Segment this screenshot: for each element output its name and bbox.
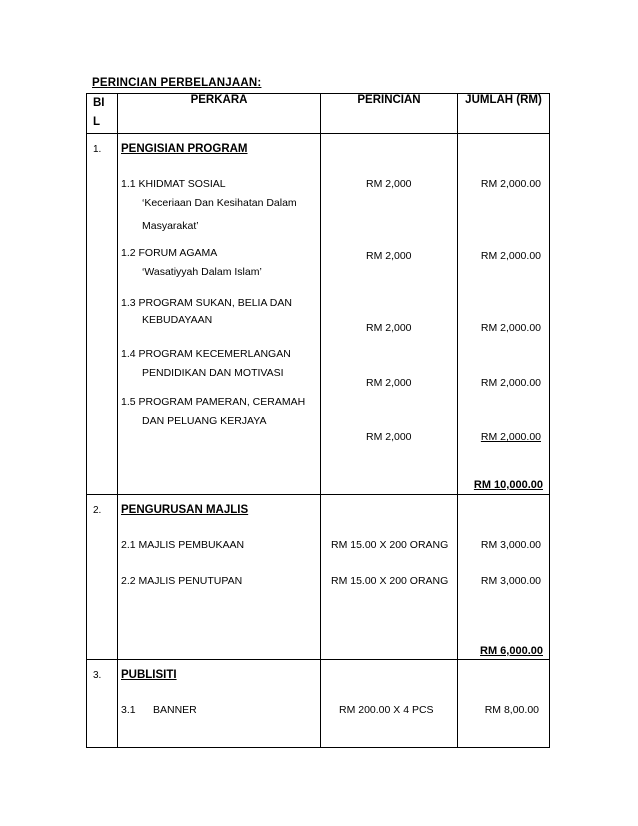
- section-row: [87, 495, 550, 660]
- header-perincian: PERINCIAN: [321, 94, 458, 134]
- item-jumlah: RM 3,000.00: [480, 539, 541, 551]
- section-row: [87, 134, 550, 495]
- item-perincian: RM 2,000: [366, 377, 412, 389]
- item-perincian: RM 2,000: [366, 178, 412, 190]
- perkara-cell: [118, 495, 321, 660]
- item-label: 1.3 PROGRAM SUKAN, BELIA DAN: [121, 297, 292, 309]
- section-number-cell: [87, 660, 118, 748]
- item-label: 1.1 KHIDMAT SOSIAL: [121, 178, 226, 190]
- section-number: 1.: [93, 144, 102, 155]
- section-title: PENGISIAN PROGRAM: [121, 143, 248, 155]
- perincian-cell: [321, 660, 458, 748]
- item-perincian: RM 15.00 X 200 ORANG: [331, 575, 449, 587]
- expense-table: [86, 93, 550, 748]
- section-number: 3.: [93, 670, 102, 681]
- jumlah-cell: [458, 660, 550, 748]
- perkara-cell: [118, 660, 321, 748]
- section-number-cell: [87, 495, 118, 660]
- jumlah-cell: [458, 495, 550, 660]
- jumlah-cell: [458, 134, 550, 495]
- item-perincian: RM 200.00 X 4 PCS: [339, 704, 434, 716]
- perincian-cell: [321, 495, 458, 660]
- section-total: RM 6,000.00: [480, 645, 543, 657]
- item-label: 1.2 FORUM AGAMA: [121, 247, 218, 259]
- item-perincian: RM 15.00 X 200 ORANG: [331, 539, 449, 551]
- perincian-cell: [321, 134, 458, 495]
- section-title: PUBLISITI: [121, 669, 177, 681]
- item-jumlah: RM 2,000.00: [480, 431, 541, 443]
- item-label: 2.2 MAJLIS PENUTUPAN: [121, 575, 243, 587]
- section-row: [87, 660, 550, 748]
- item-perincian: RM 2,000: [366, 250, 412, 262]
- item-label-continued: Masyarakat’: [142, 220, 199, 232]
- header-jumlah: JUMLAH (RM): [458, 94, 550, 134]
- header-bil-line2: L: [93, 116, 101, 128]
- item-label-continued: ‘Wasatiyyah Dalam Islam’: [142, 266, 262, 278]
- item-label: BANNER: [153, 704, 197, 716]
- header-row: [87, 94, 550, 134]
- item-label-continued: DAN PELUANG KERJAYA: [142, 415, 267, 427]
- header-bil: [87, 94, 118, 134]
- item-label: 1.4 PROGRAM KECEMERLANGAN: [121, 348, 291, 360]
- item-jumlah: RM 2,000.00: [480, 250, 541, 262]
- item-jumlah: RM 2,000.00: [480, 377, 541, 389]
- item-label-continued: ‘Keceriaan Dan Kesihatan Dalam: [142, 197, 297, 209]
- item-code: 3.1: [121, 704, 136, 716]
- item-jumlah: RM 2,000.00: [480, 322, 541, 334]
- page-title: PERINCIAN PERBELANJAAN:: [92, 77, 262, 89]
- item-jumlah: RM 2,000.00: [480, 178, 541, 190]
- item-label: 1.5 PROGRAM PAMERAN, CERAMAH: [121, 396, 306, 408]
- item-jumlah: RM 8,00.00: [484, 704, 539, 716]
- item-label: 2.1 MAJLIS PEMBUKAAN: [121, 539, 245, 551]
- item-label-continued: PENDIDIKAN DAN MOTIVASI: [142, 367, 284, 379]
- item-jumlah: RM 3,000.00: [480, 575, 541, 587]
- header-perkara: PERKARA: [118, 94, 321, 134]
- perkara-cell: [118, 134, 321, 495]
- item-perincian: RM 2,000: [366, 322, 412, 334]
- item-perincian: RM 2,000: [366, 431, 412, 443]
- section-number-cell: [87, 134, 118, 495]
- section-title: PENGURUSAN MAJLIS: [121, 504, 249, 516]
- header-bil-line1: BI: [93, 97, 105, 109]
- item-label-continued: KEBUDAYAAN: [142, 314, 213, 326]
- section-number: 2.: [93, 505, 102, 516]
- section-total: RM 10,000.00: [473, 479, 543, 491]
